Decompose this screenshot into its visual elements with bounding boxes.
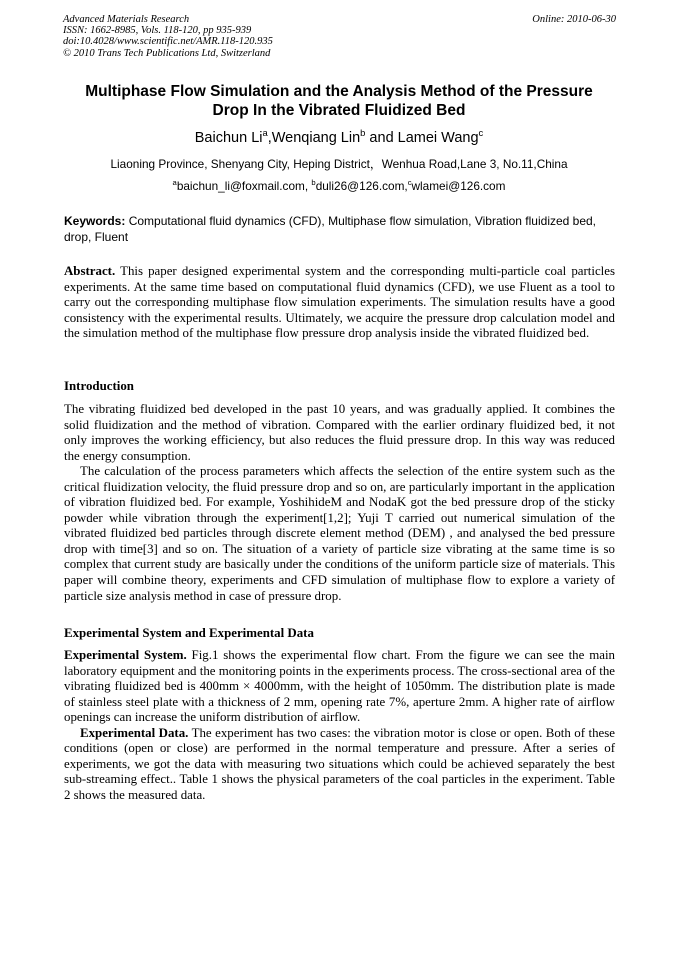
keywords-label: Keywords:: [64, 214, 126, 228]
author-name: Lamei Wang: [397, 130, 479, 146]
email-list: [60, 179, 618, 194]
paper-title: [60, 82, 618, 120]
keywords: [64, 214, 616, 245]
author-mark: c: [478, 127, 484, 139]
author-name: Baichun Li: [194, 130, 263, 146]
experimental-data-paragraph: [64, 726, 615, 804]
introduction-paragraph-1: The vibrating fluidized bed developed in the past 10 years, and was gradually applied. It combines the solid fluidization and the method of vibration. Compared with the earlier ordinary fluidized bed, it not only improves the working efficiency, but also reduces the fluid pressure drop. In this way was reduced the energy consumption.: [64, 402, 615, 463]
email-address: duli26@126.com: [315, 179, 405, 193]
email-mark: c: [407, 178, 412, 188]
doi-line: doi:10.4028/www.scientific.net/AMR.118-120.935: [63, 36, 273, 48]
experimental-system-label: Experimental System.: [64, 648, 187, 662]
issn-line: ISSN: 1662-8985, Vols. 118-120, pp 935-939: [63, 25, 252, 37]
abstract-paragraph: [64, 264, 615, 342]
journal-header: [63, 14, 616, 59]
author-mark: b: [360, 127, 366, 139]
introduction-body: [64, 402, 615, 604]
email-separator: ,: [304, 179, 312, 193]
introduction-heading: Introduction: [64, 379, 134, 393]
affiliation: Liaoning Province, Shenyang City, Heping District，Wenhua Road,Lane 3, No.11,China: [110, 157, 568, 171]
online-date: Online: 2010-06-30: [532, 14, 616, 25]
email-address: wlamei@126.com: [411, 179, 506, 193]
experimental-body: [64, 648, 615, 803]
copyright-line: © 2010 Trans Tech Publications Ltd, Switzerland: [63, 47, 271, 59]
experimental-system-paragraph: [64, 648, 615, 726]
author-separator: ,: [267, 130, 272, 146]
author-mark: a: [262, 127, 268, 139]
author-name: Wenqiang Lin: [271, 130, 361, 146]
email-mark: a: [172, 178, 177, 188]
author-list: [60, 129, 618, 147]
title-line-1: Multiphase Flow Simulation and the Analysis Method of the Pressure: [85, 83, 593, 100]
email-separator: ,: [404, 179, 408, 193]
experimental-data-text: The experiment has two cases: the vibration motor is close or open. Both of these conditions (open or close) are performed in the normal temperature and pressure. After a series of experiments, we got the data with measuring two situations which could be achieved separately the best sub-streaming effect.. Table 1 shows the physical parameters of the coal particles in the experiment. Table 2 shows the measured data.: [64, 725, 616, 802]
title-line-2: Drop In the Vibrated Fluidized Bed: [212, 102, 466, 119]
abstract-label: Abstract.: [64, 264, 116, 278]
journal-name: Advanced Materials Research: [63, 14, 190, 25]
author-separator: and: [365, 130, 398, 146]
email-address: baichun_li@foxmail.com: [176, 179, 305, 193]
abstract-text: This paper designed experimental system and the corresponding multi-particle coal particles experiments. At the same time based on computational fluid dynamics (CFD), we use Fluent as a tool to carry out the corresponding multiphase flow simulation experiments. The simulation results have a good consistency with the experimental results. Ultimately, we acquire the pressure drop calculation model and the simulation method of the multiphase flow pressure drop analysis inside the vibrated fluidized bed.: [64, 264, 615, 341]
experimental-data-label: Experimental Data.: [80, 725, 189, 740]
email-mark: b: [311, 178, 316, 188]
experimental-system-text: Fig.1 shows the experimental flow chart. From the figure we can see the main laboratory equipment and the monitoring points in the experiments process. The cross-sectional area of the vibrating fluidized bed is 400mm × 4000mm, with the height of 1050mm. The distribution plate is made of stainless steel plate with a thickness of 2 mm, opening rate 7%, aperture 2mm. A higher rate of airflow openings can increase the uniform distribution of airflow.: [64, 648, 615, 725]
keywords-text: Computational fluid dynamics (CFD), Multiphase flow simulation, Vibration fluidized bed, drop, Fluent: [64, 214, 597, 244]
abstract: [64, 264, 615, 342]
introduction-paragraph-2: The calculation of the process parameters which affects the selection of the entire system such as the critical fluidization velocity, the fluid pressure drop and so on, are particularly important in the application of vibration fluidized bed. For example, YoshihideM and NodaK got the bed pressure drop of the sticky powder while vibration through the experiment[1,2]; Yuji T carried out numerical simulation of the vibrated fluidized bed particles through discrete element method (DEM) , and analysed the bed pressure drop with time[3] and so on. The situation of a variety of particle size vibrating at the same time is so complex that current study are basically under the conditions of the uniform particle size of materials. This paper will combine theory, experiments and CFD simulation of multiphase flow to explore a variety of particle size analysis method in case of pressure drop.: [64, 464, 615, 603]
experimental-heading: Experimental System and Experimental Data: [64, 626, 314, 640]
